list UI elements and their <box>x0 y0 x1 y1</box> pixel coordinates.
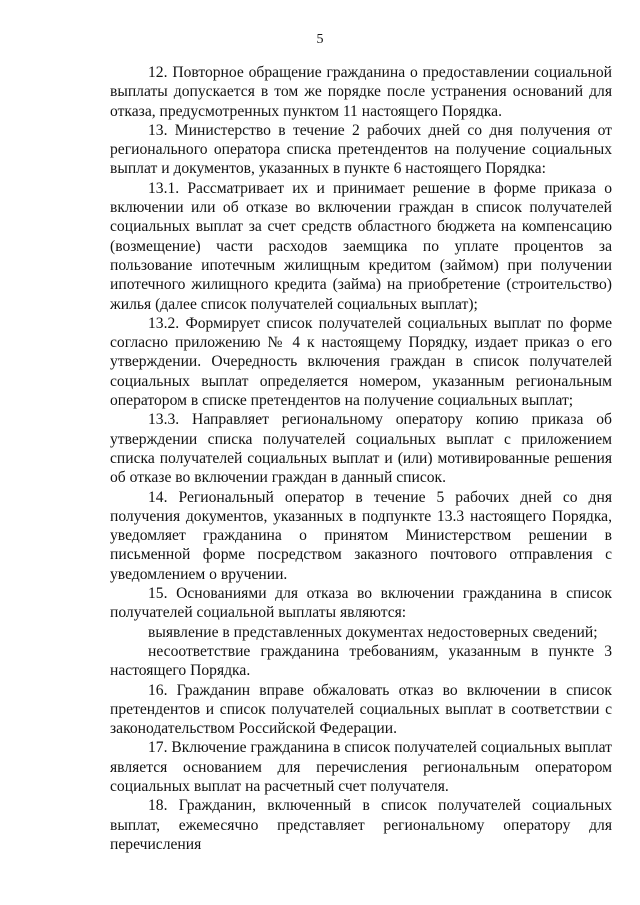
paragraph-17: 17. Включение гражданина в список получателей социальных выплат является основанием для перечисления региональным оператором социальных выплат на расчетный счет получателя. <box>110 739 612 795</box>
paragraph-15-item-2: несоответствие гражданина требованиям, указанным в пункте 3 настоящего Порядка. <box>110 642 612 680</box>
paragraph-15-item-1: выявление в представленных документах недостоверных сведений; <box>148 623 598 641</box>
paragraph-16: 16. Гражданин вправе обжаловать отказ во включении в список претендентов и список получателей социальных выплат в соответствии с законодательством Российской Федерации. <box>110 681 612 738</box>
paragraph-13-1: 13.1. Рассматривает их и принимает решение в форме приказа о включении или об отказе во включении граждан в список получателей социальных выплат за счет средств областного бюджета на компенсацию (возмещение) части расходов заемщика по уплате процентов за пользование ипотечным жилищным кредитом (займом) при получении ипотечного жилищного кредита (займа) на приобретение (строительство) жилья (далее список получателей социальных выплат); <box>110 179 612 313</box>
paragraph-13-3: 13.3. Направляет региональному оператору копию приказа об утверждении списка получателей социальных выплат с приложением списка получателей социальных выплат и (или) мотивированные решения об отказе во включении граждан в данный список. <box>110 411 612 487</box>
paragraph-14: 14. Региональный оператор в течение 5 рабочих дней со дня получения документов, указанных в подпункте 13.3 настоящего Порядка, уведомляет гражданина о принятом Министерством решении в письменной форме посредством заказного почтового отправления с уведомлением о вручении. <box>110 488 612 583</box>
paragraph-18: 18. Гражданин, включенный в список получателей социальных выплат, ежемесячно представляет региональному оператору для перечисления <box>110 797 612 853</box>
paragraph-12: 12. Повторное обращение гражданина о предоставлении социальной выплаты допускается в том же порядке после устранения оснований для отказа, предусмотренных пунктом 11 настоящего Порядка. <box>110 64 612 120</box>
paragraph-13-2: 13.2. Формирует список получателей социальных выплат по форме согласно приложению № 4 к настоящему Порядку, издает приказ о его утверждении. Очередность включения граждан в список получателей социальных выплат определяется номером, указанным региональным оператором в списке претендентов на получение социальных выплат; <box>110 314 612 410</box>
document-body <box>110 63 612 854</box>
paragraph-15: 15. Основаниями для отказа во включении гражданина в список получателей социальной выплаты являются: <box>110 585 612 622</box>
page-number: 5 <box>316 32 324 47</box>
paragraph-13: 13. Министерство в течение 2 рабочих дней со дня получения от регионального оператора списка претендентов на получение социальных выплат и документов, указанных в пункте 6 настоящего Порядка: <box>110 121 612 178</box>
